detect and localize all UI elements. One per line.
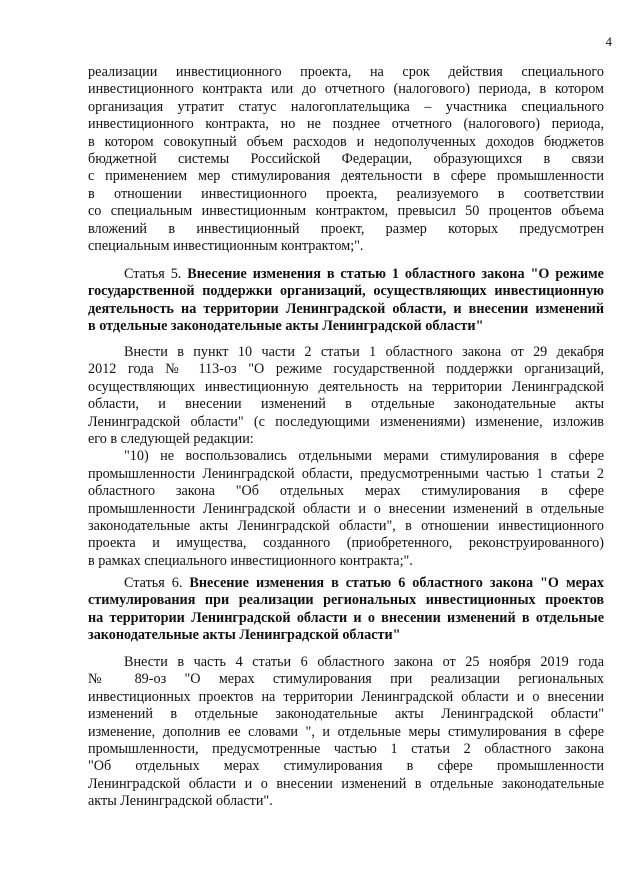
text-line bbox=[88, 64, 604, 81]
line-text: проекта и имущества, созданного (приобретенного, реконструированного) bbox=[88, 535, 604, 552]
text-line bbox=[88, 724, 604, 741]
text-line bbox=[88, 654, 604, 671]
text-line bbox=[88, 99, 604, 116]
line-text: в отношении инвестиционного проекта, реализуемого в соответствии bbox=[88, 185, 604, 202]
article-title-text: Внесение изменения в статью 6 областного закона "О мерах bbox=[189, 575, 604, 591]
line-text: реализации инвестиционного проекта, на срок действия специального bbox=[88, 64, 604, 80]
line-text: областного закона "Об отдельных мерах стимулирования в сфере bbox=[88, 483, 604, 500]
text-line bbox=[88, 186, 604, 203]
text-line bbox=[88, 553, 604, 570]
article-title-text: в отдельные законодательные акты Ленинградской области" bbox=[88, 318, 484, 335]
article-6-body bbox=[88, 654, 604, 811]
line-text: его в следующей редакции: bbox=[88, 430, 254, 447]
text-line bbox=[88, 396, 604, 413]
line-text: промышленности, предусмотренные частью 1 статьи 2 областного закона bbox=[88, 740, 604, 757]
line-text: Ленинградской области" (с последующими изменениями) изменение, изложив bbox=[88, 413, 604, 430]
line-text: в рамках специального инвестиционного контракта;". bbox=[88, 552, 413, 569]
article-title-text: государственной поддержки организаций, осуществляющих инвестиционную bbox=[88, 283, 604, 300]
line-text: изменений в отдельные законодательные акты Ленинградской области" bbox=[88, 706, 604, 723]
line-text: области, и внесении изменений в отдельные законодательные акты bbox=[88, 396, 604, 413]
line-text: промышленности Ленинградской области, предусмотренными частью 1 статьи 2 bbox=[88, 465, 604, 482]
text-line bbox=[88, 283, 604, 300]
text-line bbox=[88, 238, 604, 255]
continuation-paragraph bbox=[88, 64, 604, 255]
line-text: инвестиционных проектов на территории Ленинградской области и о внесении bbox=[88, 688, 604, 705]
text-line bbox=[88, 610, 604, 627]
line-text: "10) не воспользовались отдельными мерами стимулирования в сфере bbox=[124, 448, 604, 465]
line-text: акты Ленинградской области". bbox=[88, 793, 273, 810]
line-text: 2012 года № 113-оз "О режиме государственной поддержки организаций, bbox=[88, 361, 604, 378]
text-line bbox=[88, 592, 604, 609]
line-text: в котором совокупный объем расходов и недополученных доходов бюджетов bbox=[88, 133, 604, 150]
line-text: специальным инвестиционным контрактом;". bbox=[88, 237, 364, 254]
line-text: промышленности Ленинградской области и о внесении изменений в отдельные bbox=[88, 500, 604, 517]
line-text: осуществляющих инвестиционную деятельность на территории Ленинградской bbox=[88, 378, 604, 395]
text-line bbox=[88, 706, 604, 723]
text-line bbox=[88, 535, 604, 552]
text-line bbox=[88, 379, 604, 396]
text-line bbox=[88, 203, 604, 220]
article-label: Статья 5. bbox=[124, 266, 188, 282]
line-text: бюджетной системы Российской Федерации, образующихся в связи bbox=[88, 150, 604, 167]
text-line bbox=[88, 134, 604, 151]
text-line bbox=[88, 221, 604, 238]
line-text: инвестиционного контракта или до отчетного (налогового) периода, в котором bbox=[88, 81, 604, 98]
article-title-text: на территории Ленинградской области и о внесении изменений в отдельные bbox=[88, 609, 604, 626]
line-text: с применением мер стимулирования деятельности в сфере промышленности bbox=[88, 168, 604, 185]
text-line bbox=[88, 266, 604, 283]
text-line bbox=[88, 793, 604, 810]
line-text: Внести в пункт 10 части 2 статьи 1 областного закона от 29 декабря bbox=[124, 344, 604, 360]
text-line bbox=[88, 168, 604, 185]
article-title-text: стимулирования при реализации региональных инвестиционных проектов bbox=[88, 592, 604, 609]
text-line bbox=[88, 758, 604, 775]
text-line bbox=[88, 361, 604, 378]
article-title-text: законодательные акты Ленинградской области" bbox=[88, 627, 401, 644]
article-5-body bbox=[88, 344, 604, 570]
line-text: "Об отдельных мерах стимулирования в сфере промышленности bbox=[88, 758, 604, 775]
text-line bbox=[88, 501, 604, 518]
text-line bbox=[88, 448, 604, 465]
text-line bbox=[88, 776, 604, 793]
article-title-text: Внесение изменения в статью 1 областного закона "О режиме bbox=[187, 266, 604, 282]
text-line bbox=[88, 81, 604, 98]
line-text: изменение, дополнив ее словами ", и отдельные меры стимулирования в сфере bbox=[88, 723, 604, 740]
text-line bbox=[88, 318, 604, 335]
text-line bbox=[88, 518, 604, 535]
text-line bbox=[88, 741, 604, 758]
text-line bbox=[88, 575, 604, 592]
article-6-heading bbox=[88, 575, 604, 645]
text-line bbox=[88, 627, 604, 644]
text-line bbox=[88, 414, 604, 431]
article-5-heading bbox=[88, 266, 604, 336]
text-line bbox=[88, 671, 604, 688]
line-text: законодательные акты Ленинградской области", в отношении инвестиционного bbox=[88, 517, 604, 534]
text-line bbox=[88, 301, 604, 318]
line-text: Внести в часть 4 статьи 6 областного закона от 25 ноября 2019 года bbox=[124, 654, 604, 670]
line-text: организация утратит статус налогоплательщика – участника специального bbox=[88, 98, 604, 115]
text-line bbox=[88, 483, 604, 500]
text-line bbox=[88, 151, 604, 168]
text-line bbox=[88, 466, 604, 483]
line-text: со специальным инвестиционным контрактом, превысил 50 процентов объема bbox=[88, 203, 604, 220]
article-label: Статья 6. bbox=[124, 575, 190, 591]
page-number: 4 bbox=[605, 34, 612, 49]
text-line bbox=[88, 344, 604, 361]
line-text: Ленинградской области и о внесении изменений в отдельные законодательные bbox=[88, 775, 604, 792]
text-line bbox=[88, 116, 604, 133]
line-text: № 89-оз "О мерах стимулирования при реализации региональных bbox=[88, 671, 604, 688]
text-line bbox=[88, 689, 604, 706]
line-text: вложений в инвестиционный проект, размер которых предусмотрен bbox=[88, 220, 604, 237]
text-line bbox=[88, 431, 604, 448]
article-title-text: деятельность на территории Ленинградской области, и внесении изменений bbox=[88, 300, 604, 317]
line-text: инвестиционного контракта, но не позднее отчетного (налогового) периода, bbox=[88, 116, 604, 133]
